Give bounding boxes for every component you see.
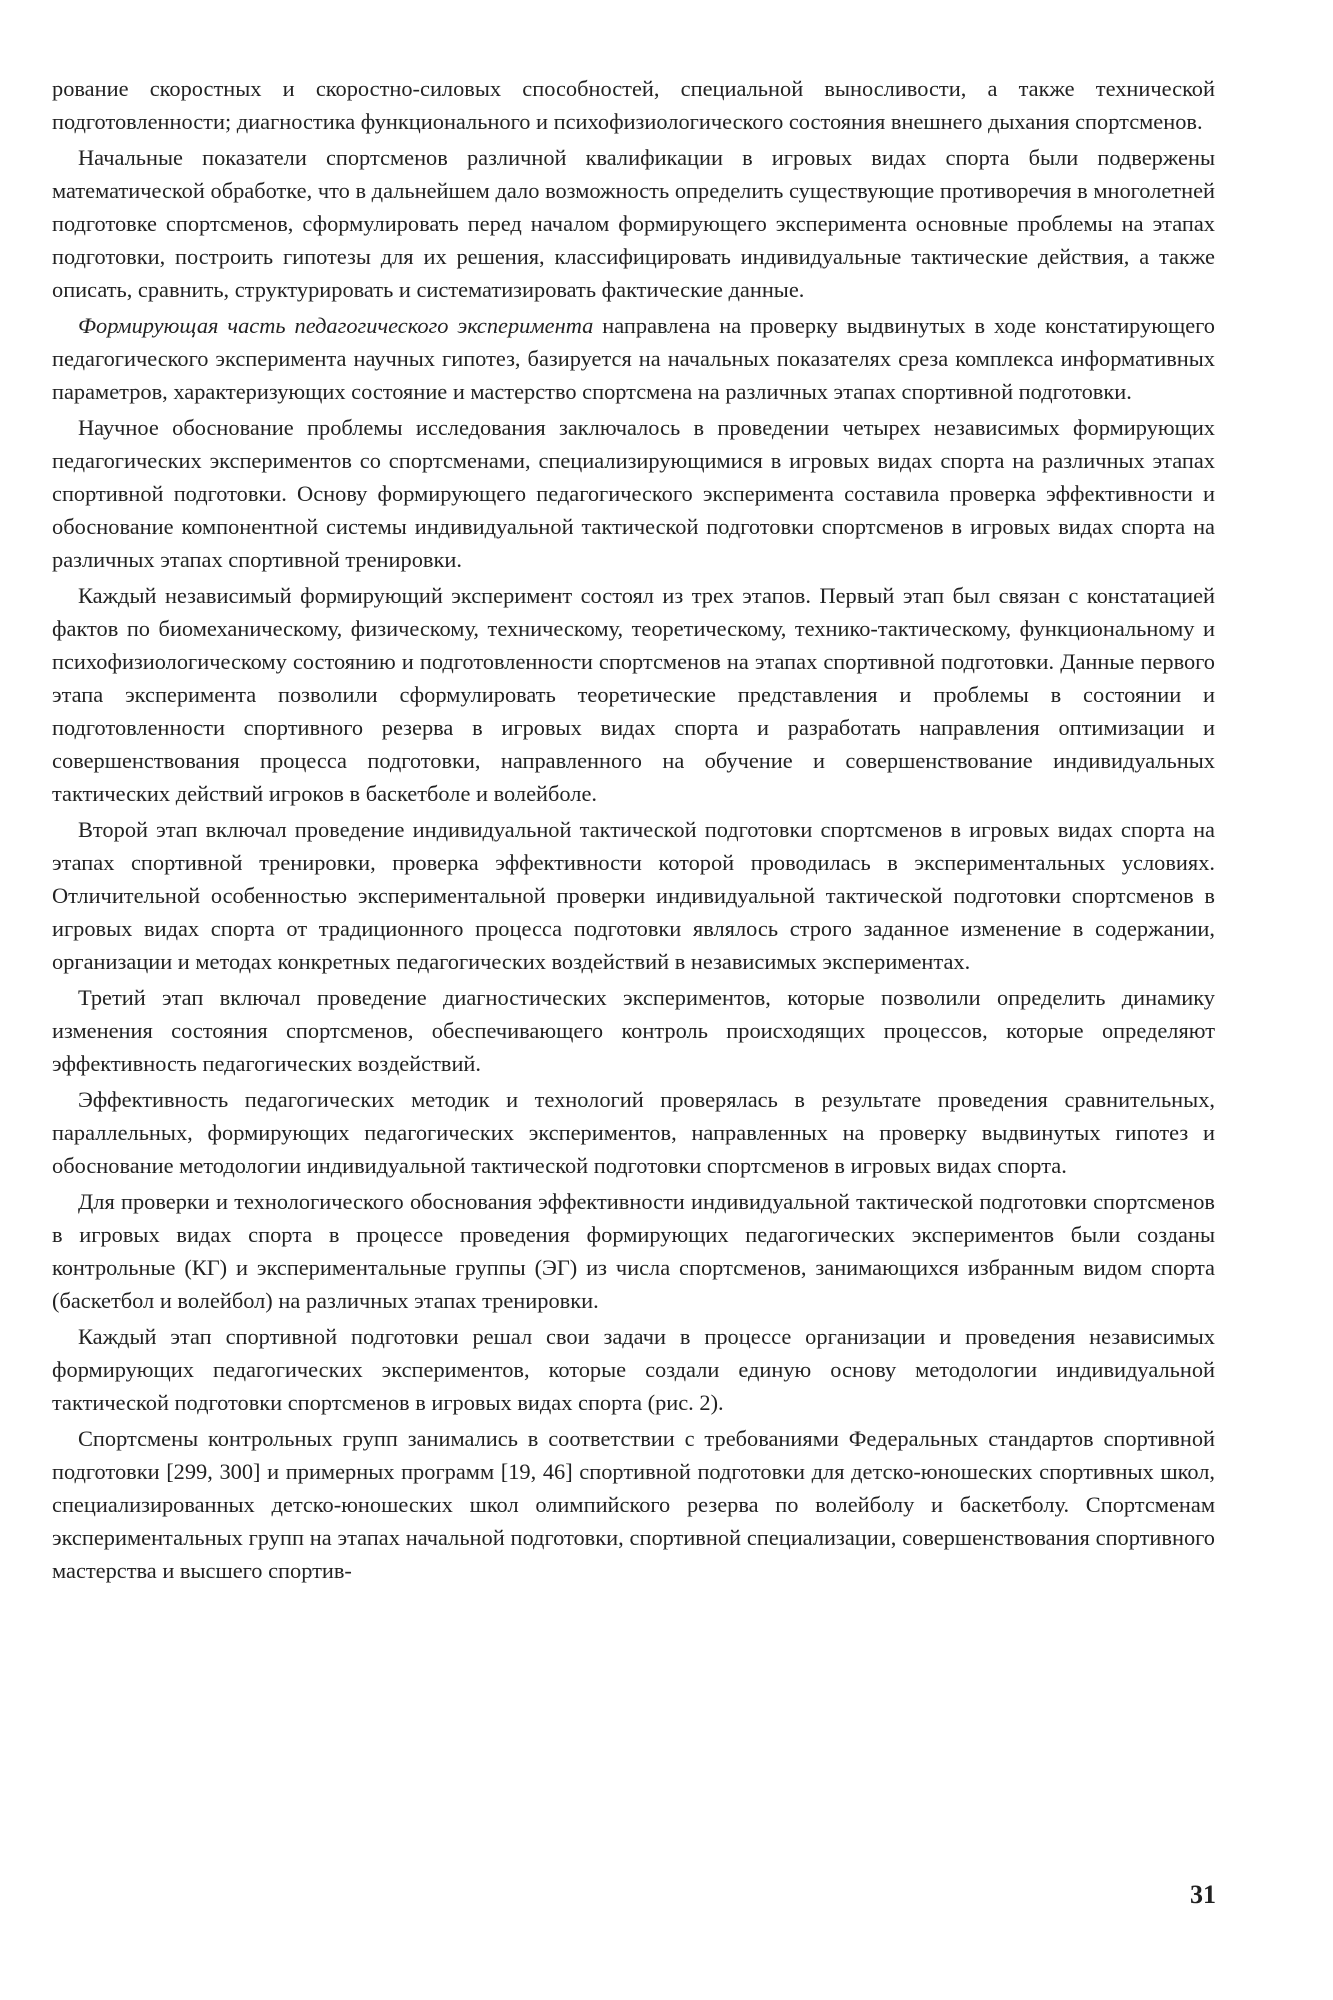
paragraph-formative-text: направлена на проверку выдвинутых в ходе констатирующего педагогического эксперимента научных гипотез, базируется на начальных показателях среза комплекса информативных параметров, характеризующих состояние и мастерство спортсмена на различных этапах спортивной подготовки. — [52, 313, 1215, 404]
paragraph-scientific-basis: Научное обоснование проблемы исследования заключалось в проведении четырех независимых формирующих педагогических экспериментов со спортсменами, специализирующимися в игровых видах спорта на различных этапах спортивной подготовки. Основу формирующего педагогического эксперимента составила проверка эффективности и обоснование компонентной системы индивидуальной тактической подготовки спортсменов в игровых видах спорта на различных этапах спортивной тренировки. — [52, 415, 1215, 572]
paragraph-initial-indicators: Начальные показатели спортсменов различной квалификации в игровых видах спорта были подвержены математической обработке, что в дальнейшем дало возможность определить существующие противоречия в многолетней подготовке спортсменов, сформулировать перед началом формирующего эксперимента основные проблемы на этапах подготовки, построить гипотезы для их решения, классифицировать индивидуальные тактические действия, а также описать, сравнить, структурировать и систематизировать фактические данные. — [52, 145, 1215, 302]
paragraph-third-stage: Третий этап включал проведение диагностических экспериментов, которые позволили определить динамику изменения состояния спортсменов, обеспечивающего контроль происходящих процессов, которые определяют эффективность педагогических воздействий. — [52, 985, 1215, 1076]
paragraph-formative-part — [52, 309, 1215, 408]
page-body — [52, 72, 1215, 1590]
paragraph-italic-lead: Формирующая часть педагогического эксперимента — [78, 313, 594, 338]
paragraph-control-athletes: Спортсмены контрольных групп занимались в соответствии с требованиями Федеральных стандартов спортивной подготовки [299, 300] и примерных программ [19, 46] спортивной подготовки для детско-юношеских спортивных школ, специализированных детско-юношеских школ олимпийского резерва по волейболу и баскетболу. Спортсменам экспериментальных групп на этапах начальной подготовки, спортивной специализации, совершенствования спортивного мастерства и высшего спортив- — [52, 1426, 1215, 1583]
paragraph-each-stage: Каждый этап спортивной подготовки решал свои задачи в процессе организации и проведения независимых формирующих педагогических экспериментов, которые создали единую основу методологии индивидуальной тактической подготовки спортсменов в игровых видах спорта (рис. 2). — [52, 1324, 1215, 1415]
paragraph-control-groups: Для проверки и технологического обоснования эффективности индивидуальной тактической подготовки спортсменов в игровых видах спорта в процессе проведения формирующих педагогических экспериментов были созданы контрольные (КГ) и экспериментальные группы (ЭГ) из числа спортсменов, занимающихся избранным видом спорта (баскетбол и волейбол) на различных этапах тренировки. — [52, 1189, 1215, 1313]
page-number: 31 — [1190, 1880, 1216, 1909]
paragraph-second-stage: Второй этап включал проведение индивидуальной тактической подготовки спортсменов в игровых видах спорта на этапах спортивной тренировки, проверка эффективности которой проводилась в экспериментальных условиях. Отличительной особенностью экспериментальной проверки индивидуальной тактической подготовки спортсменов в игровых видах спорта от традиционного процесса подготовки являлось строго заданное изменение в содержании, организации и методах конкретных педагогических воздействий в независимых экспериментах. — [52, 817, 1215, 974]
paragraph-continuation: рование скоростных и скоростно-силовых способностей, специальной выносливости, а также технической подготовленности; диагностика функционального и психофизиологического состояния внешнего дыхания спортсменов. — [52, 76, 1215, 134]
paragraph-three-stages: Каждый независимый формирующий эксперимент состоял из трех этапов. Первый этап был связан с констатацией фактов по биомеханическому, физическому, техническому, теоретическому, технико-тактическому, функциональному и психофизиологическому состоянию и подготовленности спортсменов на этапах спортивной подготовки. Данные первого этапа эксперимента позволили сформулировать теоретические представления и проблемы в состоянии и подготовленности спортивного резерва в игровых видах спорта и разработать направления оптимизации и совершенствования процесса подготовки, направленного на обучение и совершенствование индивидуальных тактических действий игроков в баскетболе и волейболе. — [52, 583, 1215, 806]
paragraph-effectiveness: Эффективность педагогических методик и технологий проверялась в результате проведения сравнительных, параллельных, формирующих педагогических экспериментов, направленных на проверку выдвинутых гипотез и обоснование методологии индивидуальной тактической подготовки спортсменов в игровых видах спорта. — [52, 1087, 1215, 1178]
